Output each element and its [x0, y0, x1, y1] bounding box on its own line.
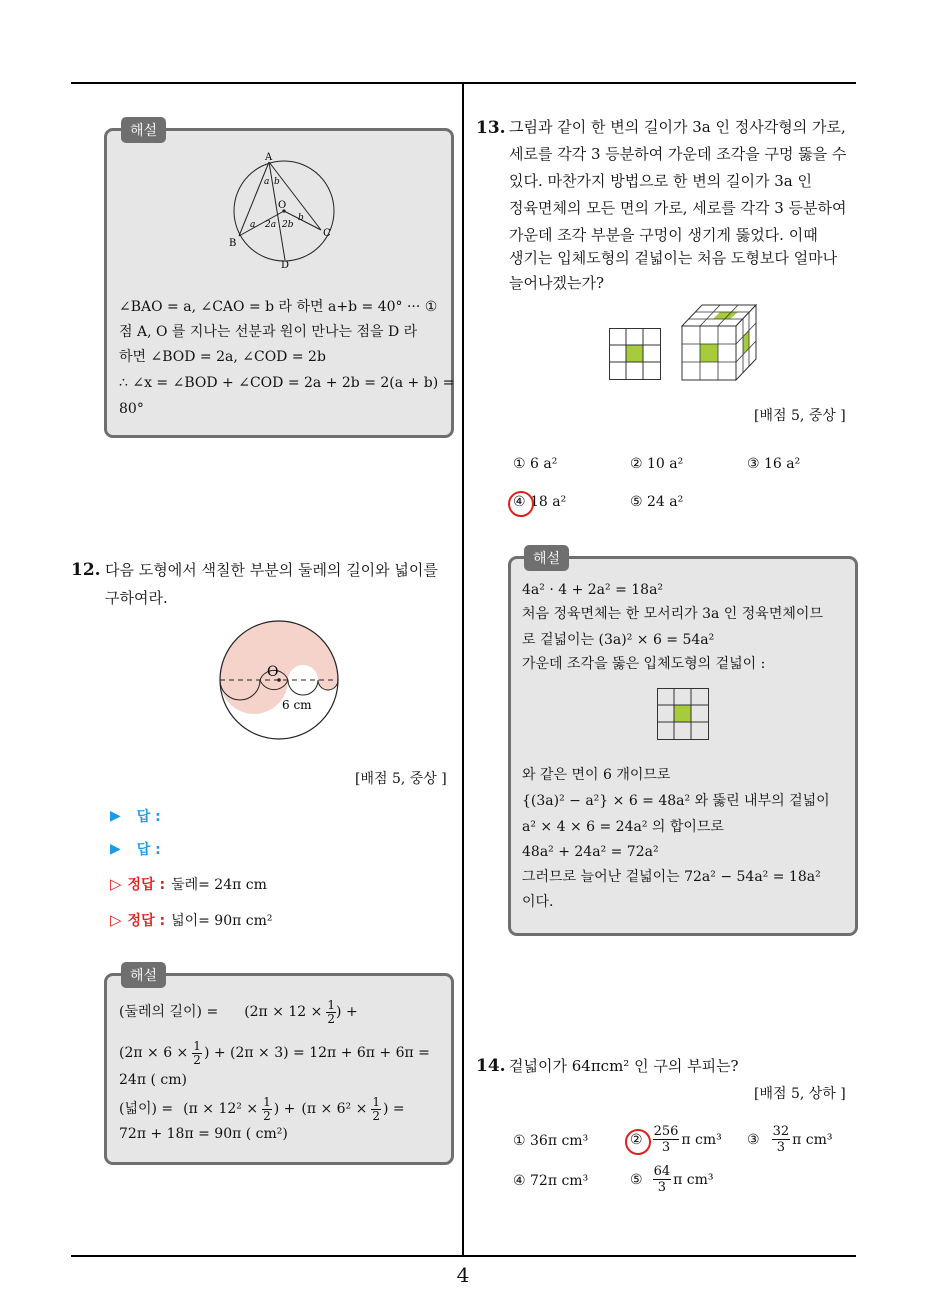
page-number: 4: [456, 1263, 470, 1287]
q14-choice-1[interactable]: ① 36π cm³: [513, 1133, 589, 1149]
triangle-marker-icon: ▶: [110, 808, 121, 824]
q14-choice-5[interactable]: ⑤ $\frac{64}{3}$ π cm³: [630, 1164, 714, 1195]
fig-label-2a: 2a: [265, 220, 277, 230]
sol12-line-5: 72π + 18π = 90π ( cm²): [119, 1126, 288, 1142]
q13-text-6: 생기는 입체도형의 겉넓이는 처음 도형보다 얼마나: [509, 249, 838, 267]
outline-triangle-icon: ▷: [110, 875, 122, 893]
sol13-line-4: 가운데 조각을 뚫은 입체도형의 겉넓이 :: [522, 656, 766, 672]
q14-choice-3[interactable]: ③ $\frac{32}{3}$ π cm³: [747, 1124, 833, 1155]
correct-answer-circle-mark: [625, 1129, 651, 1155]
fig-label-A: A: [265, 152, 273, 163]
q13-meta: [배점 5, 중상 ]: [754, 408, 846, 424]
correct-value: 넓이= 90π cm²: [171, 913, 273, 929]
sol13-line-8: 48a² + 24a² = 72a²: [522, 844, 659, 860]
q14-choice-4[interactable]: ④ 72π cm³: [513, 1173, 589, 1189]
shaded-circle-figure: [215, 618, 345, 748]
triangle-marker-icon: ▶: [110, 841, 121, 857]
sol11-line-4: ∴ ∠x = ∠BOD + ∠COD = 2a + 2b = 2(a + b) =: [119, 375, 455, 391]
q13-choice-1[interactable]: ① 6 a²: [513, 456, 558, 472]
sol13-line-9: 그러므로 늘어난 겉넓이는 72a² − 54a² = 18a²: [522, 869, 821, 885]
fig-label-D: D: [281, 260, 290, 270]
sol13-line-5: 와 같은 면이 6 개이므로: [522, 767, 671, 783]
question-number-13: 13.: [476, 118, 506, 138]
q12-meta: [배점 5, 중상 ]: [355, 771, 447, 787]
q13-text-7: 늘어나겠는가?: [509, 274, 604, 292]
fig-label-b: b: [274, 177, 280, 187]
q13-text-2: 세로를 각각 3 등분하여 가운데 조각을 구멍 뚫을 수: [509, 145, 847, 163]
fig-label-a2: a: [250, 220, 256, 230]
bottom-rule: [71, 1255, 856, 1257]
q14-choice-2[interactable]: ② $\frac{256}{3}$ π cm³: [630, 1124, 722, 1155]
outline-triangle-icon: ▷: [110, 911, 122, 929]
fig-label-C: C: [323, 228, 331, 239]
q14-meta: [배점 5, 상하 ]: [754, 1086, 846, 1102]
sol13-line-7: a² × 4 × 6 = 24a² 의 합이므로: [522, 819, 724, 835]
fig-label-B: B: [229, 238, 237, 249]
sol13-line-1: 4a² · 4 + 2a² = 18a²: [522, 582, 664, 598]
answer-row-2: [110, 839, 169, 859]
sol11-line-3: 하면 ∠BOD = 2a, ∠COD = 2b: [119, 349, 326, 365]
fig-label-b2: b: [298, 213, 304, 223]
correct-label: 정답 :: [127, 877, 166, 893]
fig12-label-cm: 6 cm: [282, 698, 312, 712]
sol13-line-3: 로 겉넓이는 (3a)² × 6 = 54a²: [522, 632, 715, 648]
sol12-line-3: 24π ( cm): [119, 1072, 187, 1088]
q13-text-4: 정육면체의 모든 면의 가로, 세로를 각각 3 등분하여: [509, 199, 847, 217]
q13-text-3: 있다. 마찬가지 방법으로 한 변의 길이가 3a 인: [509, 172, 812, 190]
column-divider: [462, 83, 464, 1257]
sol12-line-4: (넓이) = (π × 12² × $\frac{1}{2}$ ) + (π × 6² × $\frac{1}{2}$ ) =: [119, 1095, 405, 1123]
solution-tag: 해설: [524, 545, 569, 571]
answer-label: 답 :: [136, 809, 161, 825]
sol12-line-1: (둘레의 길이) = (2π × 12 × $\frac{1}{2}$ ) +: [119, 998, 358, 1026]
grid-square-figure: [609, 328, 661, 380]
correct-answer-row-1: [110, 874, 267, 894]
hollow-cube-figure: [680, 302, 760, 382]
sol13-line-10: 이다.: [522, 894, 554, 910]
circle-angle-figure: [225, 150, 345, 270]
correct-value: 둘레= 24π cm: [171, 877, 267, 893]
answer-label: 답 :: [136, 842, 161, 858]
q13-text-5: 가운데 조각 부분을 구멍이 생기게 뚫었다. 이때: [509, 226, 818, 244]
correct-answer-row-2: [110, 910, 273, 930]
q12-text-1: 다음 도형에서 색칠한 부분의 둘레의 길이와 넓이를: [105, 561, 438, 579]
sol11-line-5: 80°: [119, 401, 144, 417]
grid-square-figure-2: [657, 688, 709, 740]
correct-label: 정답 :: [127, 913, 166, 929]
correct-answer-circle-mark: [508, 491, 534, 517]
q13-choice-3[interactable]: ③ 16 a²: [747, 456, 801, 472]
q13-choice-5[interactable]: ⑤ 24 a²: [630, 494, 684, 510]
q12-text-2: 구하여라.: [105, 589, 168, 607]
q13-text-1: 그림과 같이 한 변의 길이가 3a 인 정사각형의 가로,: [509, 118, 846, 136]
sol11-line-2: 점 A, O 를 지나는 선분과 원이 만나는 점을 D 라: [119, 324, 418, 340]
sol11-line-1: ∠BAO = a, ∠CAO = b 라 하면 a+b = 40° ··· ①: [119, 299, 438, 315]
fig12-label-O: O: [267, 664, 279, 680]
sol13-line-2: 처음 정육면체는 한 모서리가 3a 인 정육면체이므: [522, 606, 823, 622]
solution-tag: 해설: [121, 962, 166, 988]
q13-choice-2[interactable]: ② 10 a²: [630, 456, 684, 472]
q13-choice-4[interactable]: ④ 18 a²: [513, 494, 567, 510]
solution-tag: 해설: [121, 117, 166, 143]
question-number-14: 14.: [476, 1056, 506, 1076]
sol12-line-2: (2π × 6 × $\frac{1}{2}$ ) + (2π × 3) = 12π + 6π + 6π =: [119, 1039, 430, 1067]
fig-label-O: O: [278, 200, 287, 211]
answer-row-1: [110, 806, 169, 826]
fig-label-a: a: [264, 177, 270, 187]
q14-text: 겉넓이가 64πcm² 인 구의 부피는?: [509, 1057, 739, 1075]
sol13-line-6: {(3a)² − a²} × 6 = 48a² 와 뚫린 내부의 겉넓이: [522, 793, 830, 809]
fig-label-2b: 2b: [282, 220, 294, 230]
question-number-12: 12.: [71, 560, 101, 580]
